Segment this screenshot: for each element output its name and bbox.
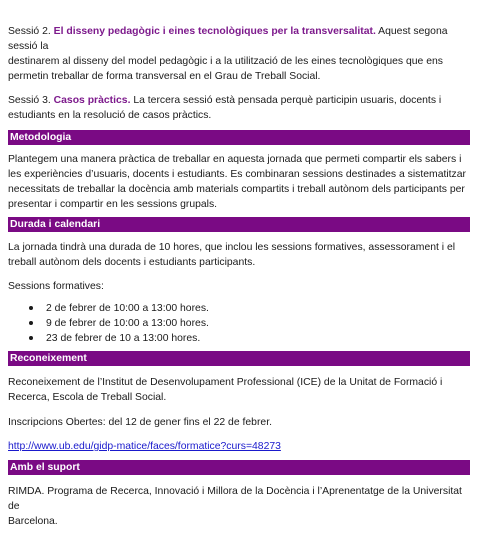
session-date: 2 de febrer de 10:00 a 13:00 hores. [46,303,209,314]
list-item [8,331,470,346]
bullet-icon [29,321,33,325]
session2-paragraph [8,24,470,84]
reconeixement-line: Reconeixement de l’Institut de Desenvolupament Professional (ICE) de la Unitat de Formació i [8,377,443,388]
metodologia-line: presentar i compartir en les sessions grupals. [8,199,218,210]
session3-title: Casos pràctics. [53,95,131,106]
session3-line1-rest: La tercera sessió està pensada perquè participin usuaris, docents i [130,95,442,106]
metodologia-line: necessitats de treballar la docència amb materials compartits i treball autònom dels participants per [8,184,465,195]
suport-line: RIMDA. Programa de Recerca, Innovació i Millora de la Docència i l’Aprenentatge de la Universitat de [8,486,462,512]
session-date: 9 de febrer de 10:00 a 13:00 hores. [46,318,209,329]
session2-line1-rest: Aquest segona sessió la [8,26,448,52]
suport-paragraph [8,484,470,529]
sessions-label: Sessions formatives: [8,281,104,292]
durada-heading: Durada i calendari [8,217,470,232]
metodologia-line: Plantegem una manera pràctica de treballar en aquesta jornada que permeti compartir els sabers i [8,154,462,165]
metodologia-paragraph [8,152,470,212]
session2-prefix: Sessió 2. [8,26,54,37]
session3-line2: estudiants en la resolució de casos pràctics. [8,110,212,121]
session2-line2: destinarem al disseny del model pedagògic i a la utilització de les eines tecnològiques que ens [8,56,443,67]
reconeixement-paragraph [8,375,470,405]
course-link[interactable]: http://www.ub.edu/gidp-matice/faces/formatice?curs=48273 [8,441,281,452]
document-page [8,24,470,529]
bullet-icon [29,306,33,310]
link-paragraph [8,439,470,454]
reconeixement-heading: Reconeixement [8,351,470,366]
list-item [8,301,470,316]
sessions-list [8,301,470,346]
durada-line: La jornada tindrà una durada de 10 hores, que inclou les sessions formatives, assessorament i el [8,242,456,253]
bullet-icon [29,336,33,340]
durada-line: treball autònom dels docents i estudiants participants. [8,257,256,268]
suport-line: Barcelona. [8,516,58,527]
session3-prefix: Sessió 3. [8,95,54,106]
reconeixement-line: Recerca, Escola de Treball Social. [8,392,167,403]
metodologia-heading: Metodologia [8,130,470,145]
session2-title: El disseny pedagògic i eines tecnològiques per la transversalitat. [53,26,376,37]
suport-heading: Amb el suport [8,460,470,475]
durada-paragraph [8,240,470,270]
session3-paragraph [8,93,470,123]
session-date: 23 de febrer de 10 a 13:00 hores. [46,333,201,344]
list-item [8,316,470,331]
session2-line3: permetin treballar de forma transversal en el Grau de Treball Social. [8,71,321,82]
inscripcions-text: Inscripcions Obertes: del 12 de gener fins el 22 de febrer. [8,417,272,428]
metodologia-line: les experiències d’usuaris, docents i estudiants. Es combinaran sessions destinades a sistematitzar [8,169,466,180]
